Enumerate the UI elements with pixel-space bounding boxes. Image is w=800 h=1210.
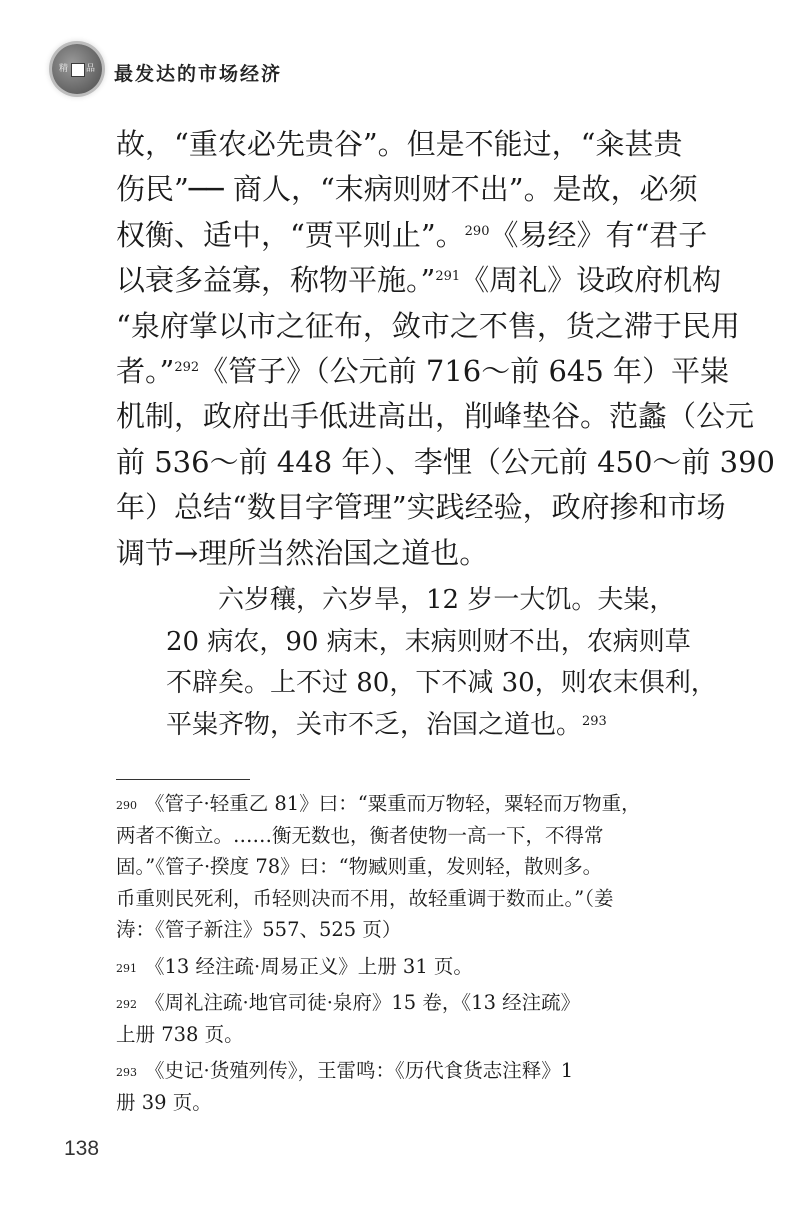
footnote-divider bbox=[116, 779, 250, 780]
running-title: 最发达的市场经济 bbox=[114, 63, 283, 85]
body-line-tail: 《易经》有“君子 bbox=[489, 217, 708, 252]
footnote-line bbox=[116, 1055, 672, 1087]
quote-line: 六岁穰，六岁旱，12 岁一大饥。夫粜， bbox=[218, 585, 676, 615]
coin-hole bbox=[71, 63, 85, 77]
body-line: 机制，政府出手低进高出，削峰垫谷。范蠡（公元 bbox=[116, 399, 755, 434]
footnote-text: 《13 经注疏·周易正义》上册 31 页。 bbox=[145, 954, 473, 978]
footnote-number: 293 bbox=[116, 1066, 137, 1079]
footnote-text: 《史记·货殖列传》，王雷鸣：《历代食货志注释》1 bbox=[145, 1059, 574, 1082]
page-number: 138 bbox=[64, 1137, 100, 1160]
quote-line: 不辟矣。上不过 80，下不减 30，则农末俱利， bbox=[166, 668, 717, 698]
body-line: 调节→理所当然治国之道也。 bbox=[116, 535, 489, 570]
footnote-number: 292 bbox=[116, 998, 137, 1011]
body-line-text: 以衰多益寡，称物平施。” bbox=[116, 263, 436, 298]
footnote-line: 固。”《管子·揆度 78》曰：“物臧则重，发则轻，散则多。 bbox=[116, 855, 603, 878]
footnote-number: 291 bbox=[116, 961, 137, 975]
body-line: “泉府掌以市之征布，敛市之不售，货之滞于民用 bbox=[116, 308, 740, 343]
footnote-293 bbox=[116, 1055, 672, 1118]
body-line bbox=[116, 258, 722, 303]
footnote-ref[interactable]: 292 bbox=[174, 359, 200, 375]
body-line-tail: 《管子》（公元前 716～前 645 年）平粜 bbox=[199, 353, 730, 388]
body-line: 年）总结“数目字管理”实践经验，政府掺和市场 bbox=[116, 490, 726, 525]
quote-line-text: 平粜齐物，关市不乏，治国之道也。 bbox=[166, 709, 583, 740]
body-line: 前 536～前 448 年）、李悝（公元前 450～前 390 bbox=[116, 444, 776, 479]
footnote-290 bbox=[116, 788, 672, 946]
body-line bbox=[116, 213, 708, 258]
footnote-line: 涛：《管子新注》557、525 页） bbox=[116, 918, 402, 941]
footnote-line: 上册 738 页。 bbox=[116, 1022, 244, 1046]
footnote-line: 两者不衡立。……衡无数也，衡者使物一高一下，不得常 bbox=[116, 823, 604, 847]
footnote-line: 币重则民死利，币轻则决而不用，故轻重调于数而止。”（姜 bbox=[116, 886, 614, 910]
logo-glyph-left: 精 bbox=[59, 64, 69, 74]
footnote-number: 290 bbox=[116, 799, 137, 812]
footnote-ref[interactable]: 293 bbox=[582, 713, 607, 729]
footnote-292 bbox=[116, 987, 672, 1050]
footnote-291 bbox=[116, 951, 672, 983]
body-line-text: 者。” bbox=[116, 353, 175, 388]
footnote-ref[interactable]: 291 bbox=[435, 269, 461, 285]
body-line: 故，“重农必先贵谷”。但是不能过，“籴甚贵 bbox=[116, 127, 683, 161]
footnote-text: 《管子·轻重乙 81》曰：“粟重而万物轻，粟轻而万物重， bbox=[145, 792, 641, 815]
body-line-text: 权衡、适中，“贾平则止”。 bbox=[116, 217, 465, 252]
footnote-line: 册 39 页。 bbox=[116, 1090, 212, 1114]
main-paragraph bbox=[116, 122, 776, 576]
quote-line: 20 病农，90 病末，末病则财不出，农病则草 bbox=[166, 626, 691, 657]
quote-line bbox=[166, 705, 666, 747]
footnotes bbox=[116, 788, 672, 1123]
logo-glyph-right: 品 bbox=[86, 64, 96, 74]
footnote-line bbox=[116, 788, 672, 820]
footnote-line bbox=[116, 987, 672, 1019]
block-quote bbox=[166, 580, 717, 746]
footnote-ref[interactable]: 290 bbox=[464, 223, 490, 239]
body-line: 伤民”── 商人，“末病则财不出”。是故，必须 bbox=[116, 172, 698, 207]
footnote-text: 《周礼注疏·地官司徒·泉府》15 卷，《13 经注疏》 bbox=[145, 991, 581, 1014]
page-header bbox=[52, 44, 752, 100]
coin-logo-icon bbox=[52, 44, 102, 94]
footnote-line bbox=[116, 951, 672, 983]
body-line-tail: 《周礼》设政府机构 bbox=[460, 263, 722, 298]
body-line bbox=[116, 349, 730, 394]
